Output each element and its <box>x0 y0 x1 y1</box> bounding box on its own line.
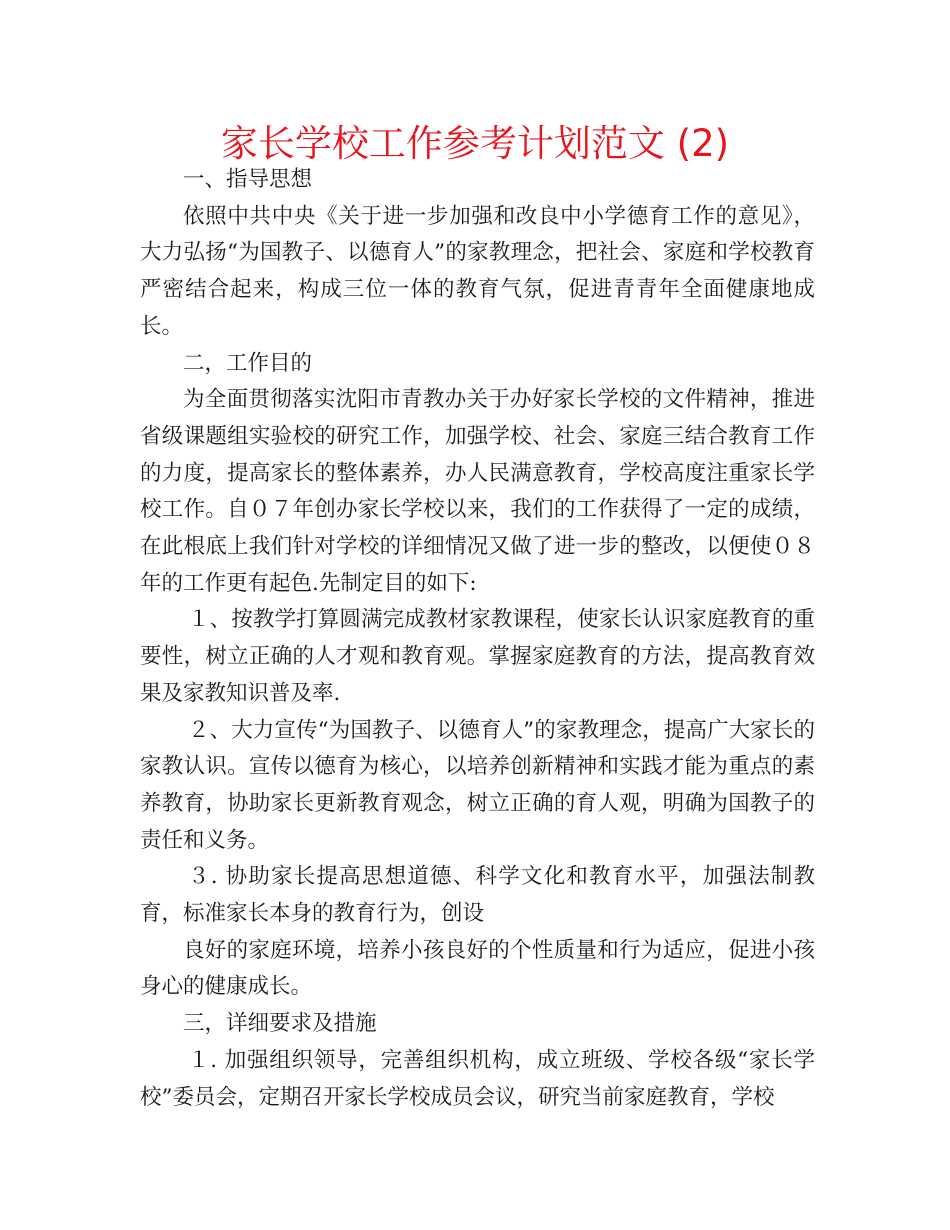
goal-item-2: ２、大力宣传“为国教子、以德育人”的家教理念，提高广大家长的家教认识。宣传以德育为核心，以培养创新精神和实践才能为重点的素养教育，协助家长更新教育观念，树立正确的育人观，明确为国教子的责任和义务。 <box>140 717 815 853</box>
goal-item-3-continued: 良好的家庭环境，培养小孩良好的个性质量和行为适应，促进小孩身心的健康成长。 <box>140 937 815 1000</box>
paragraph-guiding-ideology: 依照中共中央《关于进一步加强和改良中小学德育工作的意见》，大力弘扬“为国教子、以德育人”的家教理念，把社会、家庭和学校教育严密结合起来，构成三位一体的教育气氛，促进青青年全面健康地成长。 <box>140 203 815 339</box>
section-heading-work-goals: 二，工作目的 <box>183 350 313 376</box>
goal-item-1: １、按教学打算圆满完成教材家教课程，使家长认识家庭教育的重要性，树立正确的人才观和教育观。掌握家庭教育的方法，提高教育效果及家教知识普及率. <box>140 607 815 706</box>
goal-item-3: ３. 协助家长提高思想道德、科学文化和教育水平，加强法制教育，标准家长本身的教育行为，创设 <box>140 864 815 927</box>
document-title: 家长学校工作参考计划范文 (2) <box>220 122 730 165</box>
document-body <box>140 162 815 1116</box>
requirement-item-1: １. 加强组织领导，完善组织机构，成立班级、学校各级“家长学校”委员会，定期召开家长学校成员会议，研究当前家庭教育，学校 <box>140 1047 815 1110</box>
paragraph-work-goals: 为全面贯彻落实沈阳市青教办关于办好家长学校的文件精神，推进省级课题组实验校的研究工作，加强学校、社会、家庭三结合教育工作的力度，提高家长的整体素养，办人民满意教育，学校高度注重家长学校工作。自０７年创办家长学校以来，我们的工作获得了一定的成绩，在此根底上我们针对学校的详细情况又做了进一步的整改，以便使０８年的工作更有起色.先制定目的如下: <box>140 387 815 596</box>
section-heading-requirements: 三，详细要求及措施 <box>183 1011 377 1037</box>
section-heading-guiding-ideology: 一、指导思想 <box>183 167 313 192</box>
